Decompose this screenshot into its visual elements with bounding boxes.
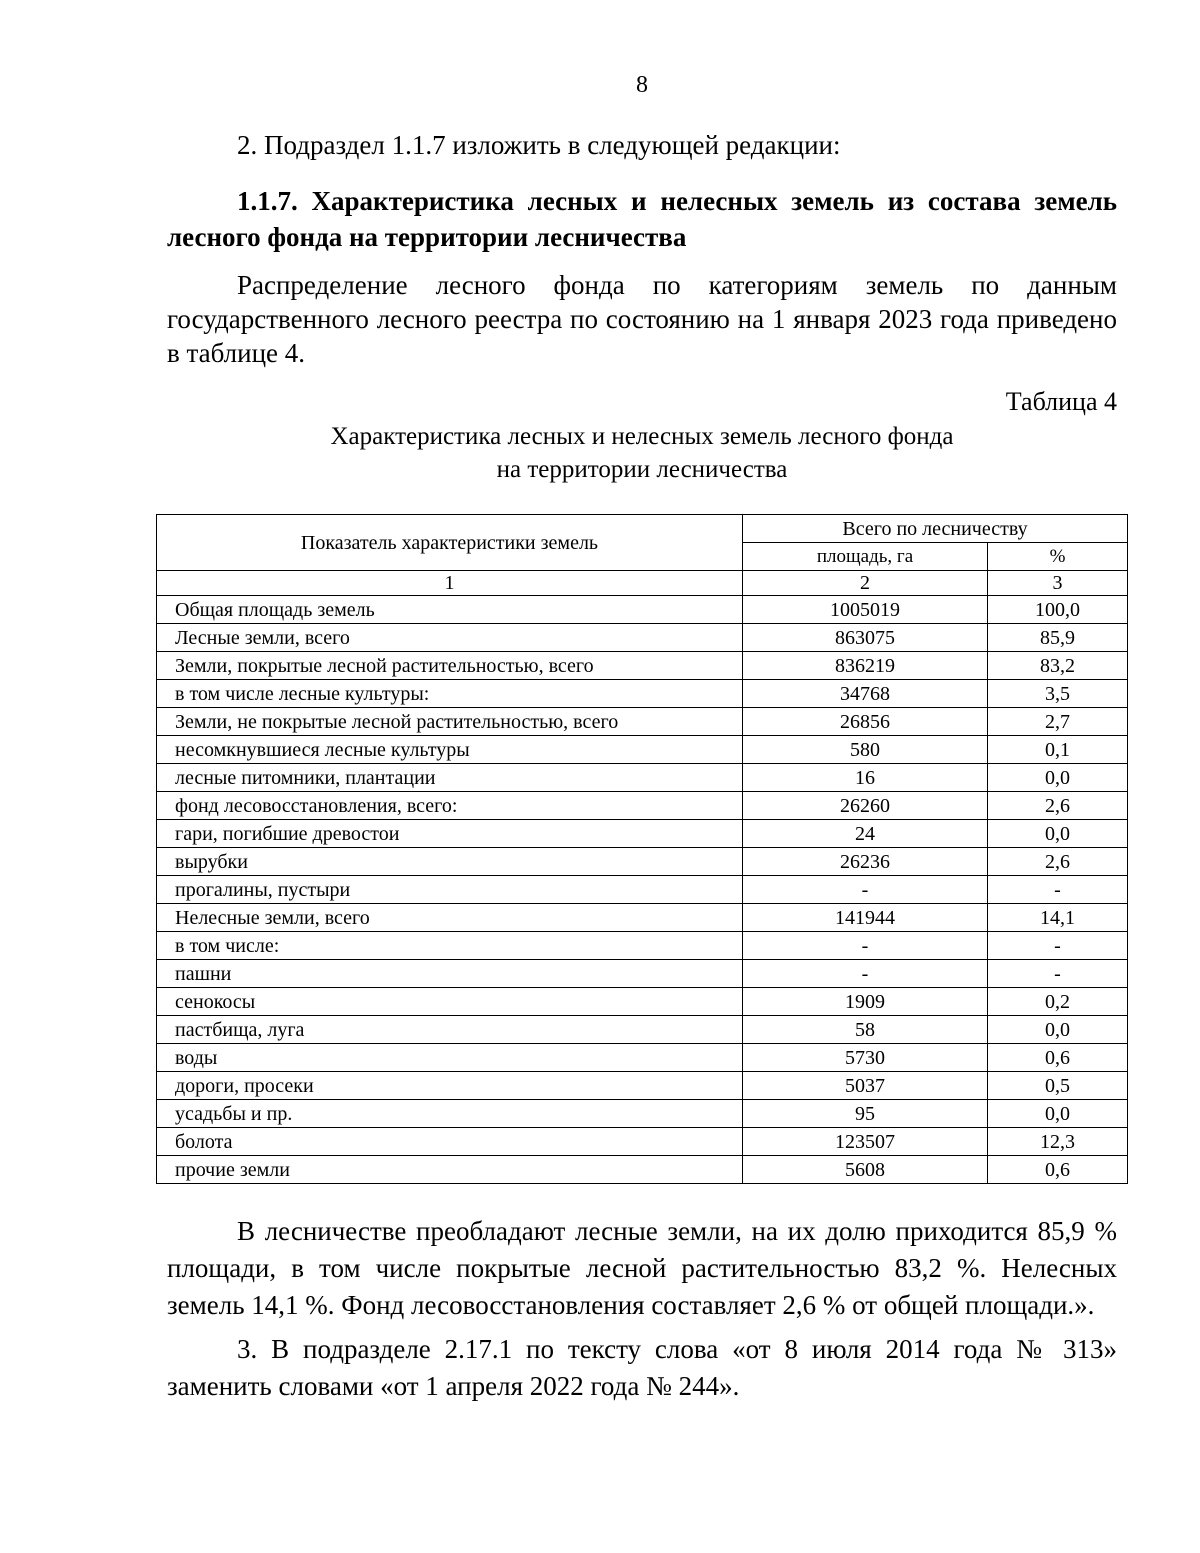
- row-percent: 100,0: [988, 596, 1128, 624]
- row-area: 836219: [743, 652, 988, 680]
- page-number: 8: [636, 72, 648, 98]
- row-area: 1909: [743, 988, 988, 1016]
- row-percent: -: [988, 876, 1128, 904]
- row-percent: 12,3: [988, 1128, 1128, 1156]
- row-indicator: усадьбы и пр.: [157, 1100, 743, 1128]
- amendment-item-2: 2. Подраздел 1.1.7 изложить в следующей редакции:: [237, 130, 841, 160]
- amendment-item-3: 3. В подразделе 2.17.1 по тексту слова «от 8 июля 2014 года № 313» заменить словами «от 1 апреля 2022 года № 244».: [167, 1334, 1117, 1401]
- row-area: 16: [743, 764, 988, 792]
- table-title-line-1: Характеристика лесных и нелесных земель лесного фонда: [330, 423, 954, 450]
- row-area: 95: [743, 1100, 988, 1128]
- table-row: [157, 848, 1128, 876]
- table-row: [157, 764, 1128, 792]
- intro-paragraph: Распределение лесного фонда по категориям земель по данным государственного лесного реестра по состоянию на 1 января 2023 года приведено в таблице 4.: [167, 270, 1117, 368]
- table-title: [216, 420, 1068, 486]
- row-indicator: воды: [157, 1044, 743, 1072]
- summary-paragraph: В лесничестве преобладают лесные земли, на их долю приходится 85,9 % площади, в том числе покрытые лесной растительностью 83,2 %. Нелесных земель 14,1 %. Фонд лесовосстановления составляет 2,6 % от общей площади.».: [167, 1216, 1117, 1320]
- row-area: 141944: [743, 904, 988, 932]
- header-total-group: Всего по лесничеству: [743, 515, 1128, 543]
- row-percent: 0,0: [988, 1100, 1128, 1128]
- row-percent: 83,2: [988, 652, 1128, 680]
- table-label: Таблица 4: [1005, 387, 1117, 416]
- table-row: [157, 652, 1128, 680]
- row-area: 26236: [743, 848, 988, 876]
- header-area: площадь, га: [743, 543, 988, 571]
- row-percent: 14,1: [988, 904, 1128, 932]
- row-area: 5608: [743, 1156, 988, 1184]
- row-area: 26260: [743, 792, 988, 820]
- row-area: 58: [743, 1016, 988, 1044]
- table-row: [157, 1100, 1128, 1128]
- row-percent: 3,5: [988, 680, 1128, 708]
- row-area: 5730: [743, 1044, 988, 1072]
- row-area: -: [743, 960, 988, 988]
- table-row: [157, 988, 1128, 1016]
- row-area: 1005019: [743, 596, 988, 624]
- row-indicator: пастбища, луга: [157, 1016, 743, 1044]
- table-row: [157, 876, 1128, 904]
- row-indicator: в том числе:: [157, 932, 743, 960]
- table-header-row: [157, 515, 1128, 543]
- section-heading: 1.1.7. Характеристика лесных и нелесных земель из состава земель лесного фонда на территории лесничества: [167, 186, 1117, 252]
- row-indicator: в том числе лесные культуры:: [157, 680, 743, 708]
- table-row: [157, 624, 1128, 652]
- row-indicator: дороги, просеки: [157, 1072, 743, 1100]
- table-row: [157, 904, 1128, 932]
- column-number: 1: [157, 571, 743, 596]
- row-indicator: Лесные земли, всего: [157, 624, 743, 652]
- row-percent: 0,0: [988, 764, 1128, 792]
- row-percent: -: [988, 960, 1128, 988]
- table-row: [157, 596, 1128, 624]
- table-row: [157, 960, 1128, 988]
- table-row: [157, 1044, 1128, 1072]
- table-row: [157, 1016, 1128, 1044]
- row-percent: -: [988, 932, 1128, 960]
- row-percent: 0,2: [988, 988, 1128, 1016]
- table-row: [157, 1072, 1128, 1100]
- row-indicator: лесные питомники, плантации: [157, 764, 743, 792]
- table-row: [157, 932, 1128, 960]
- row-percent: 2,6: [988, 848, 1128, 876]
- row-percent: 2,6: [988, 792, 1128, 820]
- row-percent: 85,9: [988, 624, 1128, 652]
- table-row: [157, 736, 1128, 764]
- row-indicator: Земли, покрытые лесной растительностью, всего: [157, 652, 743, 680]
- row-indicator: гари, погибшие древостои: [157, 820, 743, 848]
- row-area: 5037: [743, 1072, 988, 1100]
- row-indicator: фонд лесовосстановления, всего:: [157, 792, 743, 820]
- table-row: [157, 820, 1128, 848]
- row-area: 580: [743, 736, 988, 764]
- table-row: [157, 1156, 1128, 1184]
- row-percent: 0,0: [988, 1016, 1128, 1044]
- row-area: -: [743, 876, 988, 904]
- row-area: 123507: [743, 1128, 988, 1156]
- row-indicator: Общая площадь земель: [157, 596, 743, 624]
- row-indicator: пашни: [157, 960, 743, 988]
- row-percent: 0,5: [988, 1072, 1128, 1100]
- table-row: [157, 680, 1128, 708]
- row-indicator: несомкнувшиеся лесные культуры: [157, 736, 743, 764]
- land-characteristics-table: [156, 514, 1128, 1184]
- row-indicator: Нелесные земли, всего: [157, 904, 743, 932]
- row-area: 26856: [743, 708, 988, 736]
- row-area: -: [743, 932, 988, 960]
- row-percent: 0,1: [988, 736, 1128, 764]
- header-indicator: Показатель характеристики земель: [157, 515, 743, 571]
- table-row: [157, 708, 1128, 736]
- row-indicator: прогалины, пустыри: [157, 876, 743, 904]
- row-area: 34768: [743, 680, 988, 708]
- column-number: 2: [743, 571, 988, 596]
- row-percent: 0,6: [988, 1156, 1128, 1184]
- table-row: [157, 1128, 1128, 1156]
- header-percent: %: [988, 543, 1128, 571]
- row-indicator: вырубки: [157, 848, 743, 876]
- row-percent: 0,0: [988, 820, 1128, 848]
- row-percent: 0,6: [988, 1044, 1128, 1072]
- table-row: [157, 792, 1128, 820]
- column-number: 3: [988, 571, 1128, 596]
- table-title-line-2: на территории лесничества: [496, 456, 788, 483]
- row-indicator: болота: [157, 1128, 743, 1156]
- row-area: 24: [743, 820, 988, 848]
- column-number-row: [157, 571, 1128, 596]
- row-indicator: сенокосы: [157, 988, 743, 1016]
- row-area: 863075: [743, 624, 988, 652]
- row-indicator: прочие земли: [157, 1156, 743, 1184]
- row-indicator: Земли, не покрытые лесной растительностью, всего: [157, 708, 743, 736]
- row-percent: 2,7: [988, 708, 1128, 736]
